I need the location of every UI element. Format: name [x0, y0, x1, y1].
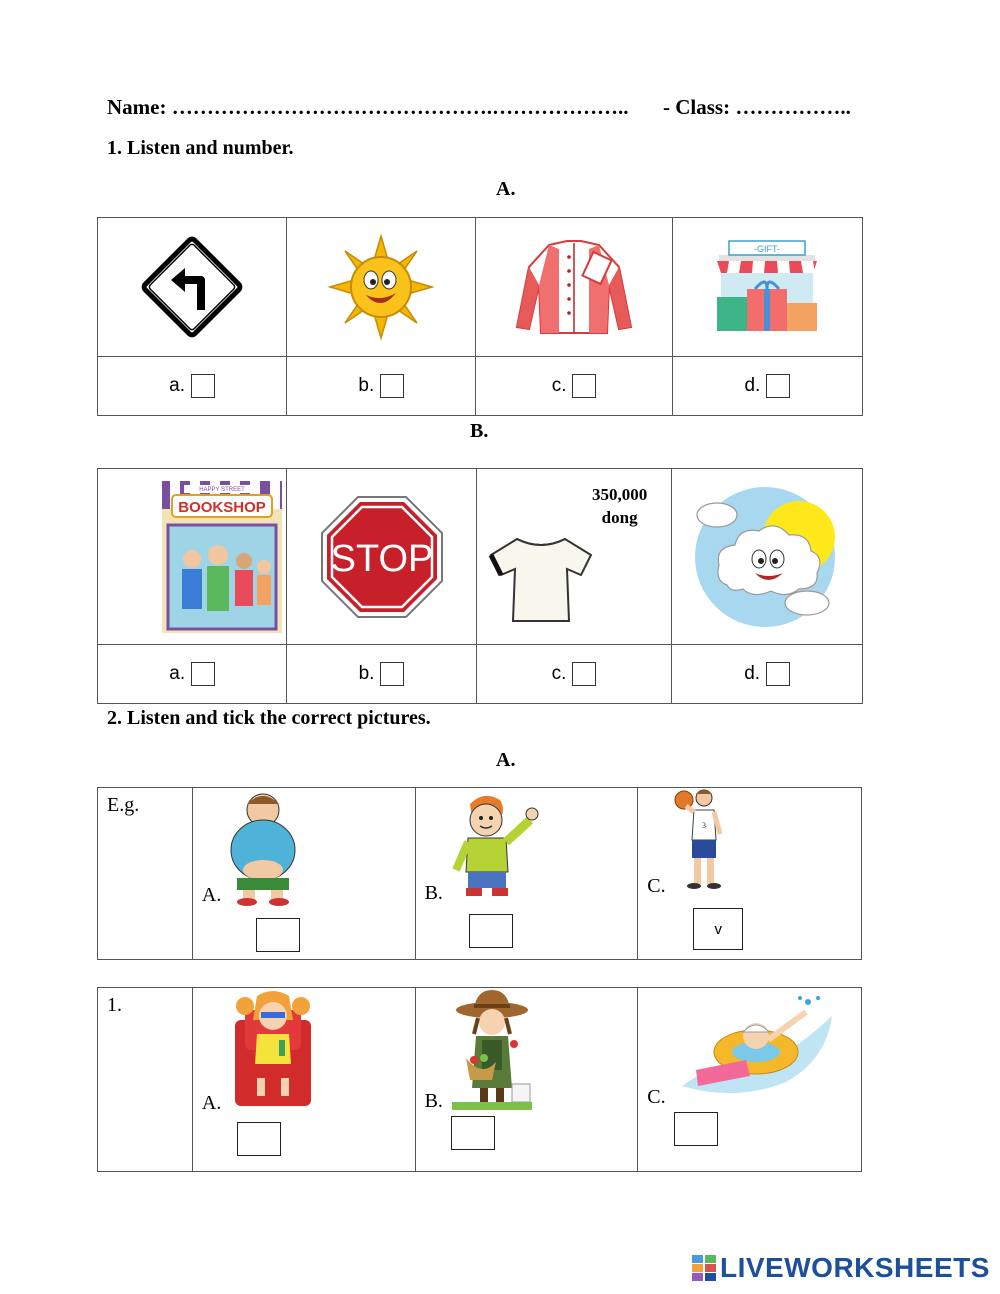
price-currency: dong	[601, 508, 638, 527]
tick-box[interactable]	[256, 918, 300, 952]
picture-cell	[672, 218, 862, 357]
number-box[interactable]	[572, 374, 596, 398]
stop-sign-text: STOP	[330, 537, 433, 580]
option-letter: a.	[169, 375, 186, 396]
number-box[interactable]	[380, 374, 404, 398]
fat-boy-icon	[223, 788, 303, 906]
answer-cell	[287, 357, 476, 416]
option-letter: b.	[358, 663, 375, 684]
gift-sign-text: -GIFT-	[754, 244, 781, 254]
liveworksheets-logo-icon	[692, 1255, 716, 1281]
option-letter: A.	[201, 1092, 222, 1114]
part1-title: 1. Listen and number.	[107, 137, 294, 159]
option-letter: B.	[424, 1090, 443, 1112]
tick-box[interactable]	[469, 914, 513, 948]
answer-cell	[672, 357, 862, 416]
tick-box[interactable]: v	[693, 908, 743, 950]
option-letter: c.	[551, 663, 567, 684]
part1-section-a-label: A.	[496, 178, 516, 200]
girl-in-armchair-icon	[231, 990, 315, 1108]
option-cell	[638, 788, 862, 960]
option-letter: A.	[201, 884, 222, 906]
t-shirt-icon	[487, 535, 595, 625]
number-box[interactable]	[766, 662, 790, 686]
option-letter: a.	[169, 663, 186, 684]
number-box[interactable]	[191, 374, 215, 398]
turn-left-sign-icon	[137, 232, 247, 342]
name-field-label: Name: ……………………………………….………………..	[107, 95, 629, 119]
tick-box[interactable]	[451, 1116, 495, 1150]
basketball-player-icon	[672, 786, 732, 896]
cloudy-sun-icon	[687, 485, 847, 629]
number-box[interactable]	[380, 662, 404, 686]
option-cell	[192, 988, 415, 1172]
example-question-table	[97, 787, 862, 960]
option-letter: d.	[744, 663, 761, 684]
option-letter: d.	[744, 375, 761, 396]
price-label	[592, 483, 647, 529]
option-letter: C.	[647, 875, 666, 897]
answer-cell	[98, 645, 287, 704]
question-1-table	[97, 987, 862, 1172]
question-number: 1.	[107, 994, 122, 1016]
sun-icon	[326, 232, 436, 342]
option-cell	[192, 788, 415, 960]
part1-section-b-label: B.	[470, 420, 489, 442]
answer-cell	[672, 645, 863, 704]
svg-text:3: 3	[702, 821, 707, 830]
picture-cell	[287, 469, 476, 645]
part1-section-a-table	[97, 217, 863, 416]
row-label-cell	[98, 988, 193, 1172]
picture-cell	[98, 218, 287, 357]
part2-title: 2. Listen and tick the correct pictures.	[107, 707, 431, 729]
option-cell	[415, 988, 638, 1172]
number-box[interactable]	[191, 662, 215, 686]
long-sleeve-shirt-icon	[509, 237, 639, 337]
picture-cell	[287, 218, 476, 357]
option-letter: b.	[358, 375, 375, 396]
class-field-label: - Class: ……………..	[663, 95, 851, 119]
option-letter: c.	[551, 375, 567, 396]
answer-cell	[476, 357, 672, 416]
option-cell	[415, 788, 638, 960]
part1-section-b-table	[97, 468, 863, 704]
option-cell	[638, 988, 862, 1172]
row-label-cell	[98, 788, 193, 960]
boy-waving-icon	[450, 790, 540, 898]
option-letter: B.	[424, 882, 443, 904]
bookshop-sign-top-text: HAPPY STREET	[199, 486, 246, 493]
answer-cell	[98, 357, 287, 416]
liveworksheets-logo-text: LIVEWORKSHEETS	[720, 1252, 990, 1283]
bookshop-sign-text: BOOKSHOP	[178, 498, 267, 516]
tick-box[interactable]	[674, 1112, 718, 1146]
picture-cell	[672, 469, 863, 645]
picture-cell	[476, 218, 672, 357]
gift-shop-icon	[711, 237, 823, 337]
bookshop-icon	[162, 481, 282, 633]
stop-sign-icon	[320, 495, 444, 619]
part2-section-a-label: A.	[496, 749, 516, 771]
option-letter: C.	[647, 1086, 666, 1108]
answer-cell	[476, 645, 672, 704]
answer-cell	[287, 645, 476, 704]
picture-cell	[476, 469, 672, 645]
liveworksheets-logo	[692, 1252, 990, 1284]
farmer-girl-icon	[452, 988, 532, 1112]
number-box[interactable]	[766, 374, 790, 398]
tick-box[interactable]	[237, 1122, 281, 1156]
picture-cell	[98, 469, 287, 645]
price-amount: 350,000	[592, 485, 648, 504]
example-label: E.g.	[107, 794, 140, 816]
child-swimming-icon	[676, 990, 838, 1102]
number-box[interactable]	[572, 662, 596, 686]
